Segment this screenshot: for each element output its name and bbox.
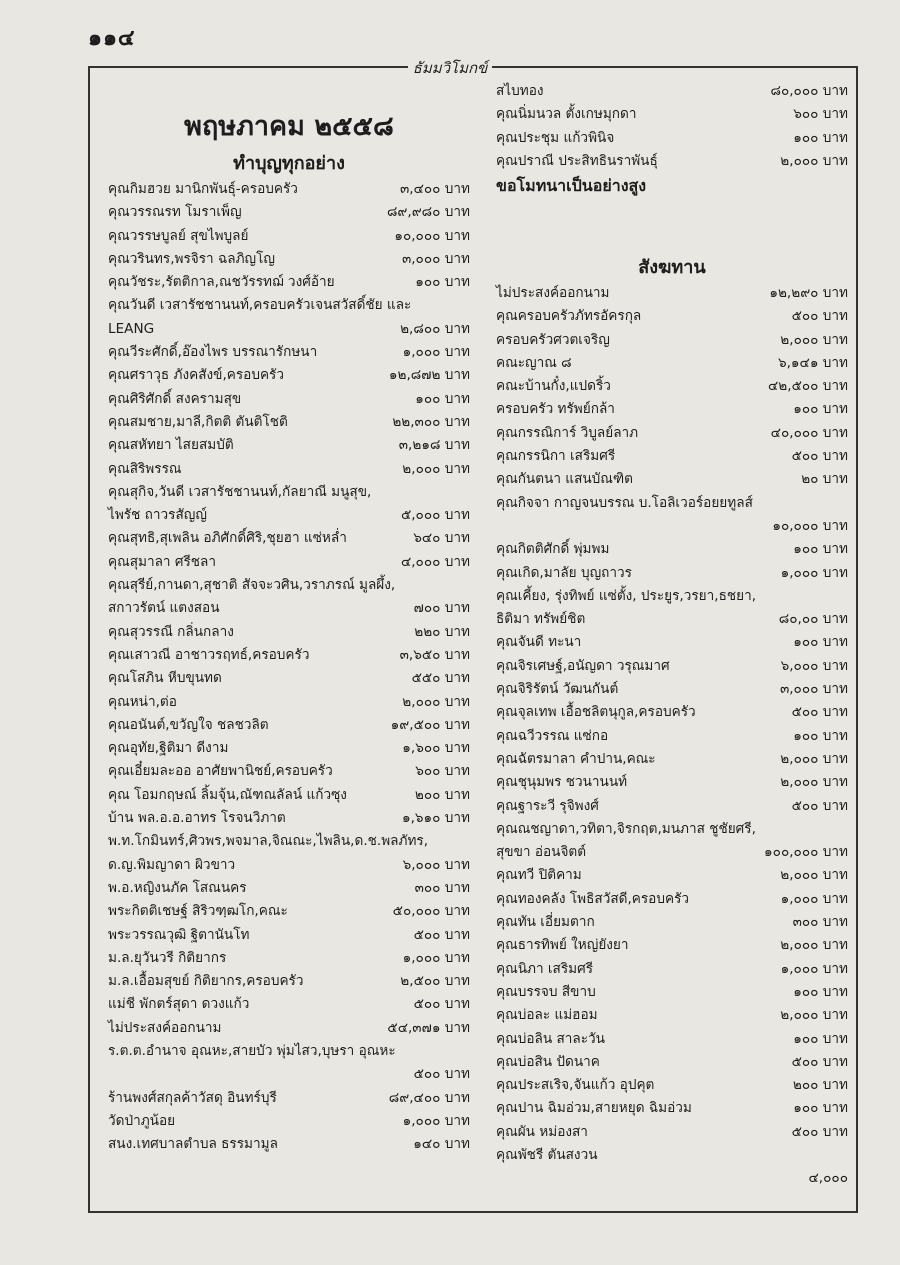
donation-row bbox=[108, 481, 470, 504]
donation-amount: ๘๙,๔๐๐ บาท bbox=[388, 1089, 470, 1106]
left-column bbox=[108, 150, 470, 1156]
donor-name: วัดป่าภูน้อย bbox=[108, 1112, 176, 1129]
donation-amount: ๒๒๐ บาท bbox=[414, 623, 470, 640]
donor-name: คุณครอบครัวภัทรอัครกุล bbox=[496, 308, 642, 325]
donor-name: คุณปราณี ประสิทธินราพันธุ์ bbox=[496, 152, 658, 169]
donation-amount: ๑๙,๕๐๐ บาท bbox=[390, 716, 470, 733]
donation-amount: ๑๐๐ บาท bbox=[793, 634, 848, 651]
donation-row bbox=[496, 795, 848, 818]
donor-name: คุณสมชาย,มาลี,กิตติ ตันติโชติ bbox=[108, 413, 288, 430]
donation-amount: ๒,๐๐๐ บาท bbox=[780, 152, 848, 169]
donation-amount: ๕๐,๐๐๐ บาท bbox=[392, 903, 470, 920]
donation-amount: ๔,๐๐๐ bbox=[808, 1170, 848, 1187]
donation-amount: ๒๐๐ บาท bbox=[792, 1077, 848, 1094]
donation-amount: ๒๒,๓๐๐ บาท bbox=[392, 413, 470, 430]
donation-amount: ๑,๖๑๐ บาท bbox=[401, 810, 470, 827]
donation-amount: ๕๕๐ บาท bbox=[411, 670, 470, 687]
donation-amount: ๘๐,๐๐๐ บาท bbox=[770, 83, 848, 99]
donation-row bbox=[108, 597, 470, 620]
donation-row bbox=[496, 398, 848, 421]
donor-name: ม.ล.เอื้อมสุขย์ กิติยากร,ครอบครัว bbox=[108, 973, 304, 990]
donation-amount: ๑๐,๐๐๐ บาท bbox=[772, 517, 848, 534]
donation-row bbox=[108, 458, 470, 481]
donation-row bbox=[108, 201, 470, 224]
donation-row bbox=[108, 737, 470, 760]
donation-amount: ๓,๖๕๐ บาท bbox=[399, 646, 470, 663]
donation-row bbox=[496, 841, 848, 864]
donor-name: คุณผัน หม่องสา bbox=[496, 1123, 588, 1140]
donation-row bbox=[108, 294, 470, 317]
donation-row bbox=[496, 1051, 848, 1074]
donor-name: คุณวรรณรท โมราเพ็ญ bbox=[108, 204, 242, 221]
donation-amount: ๓,๐๐๐ บาท bbox=[401, 250, 470, 267]
donation-amount: ๑,๐๐๐ บาท bbox=[780, 960, 848, 977]
donation-row bbox=[496, 864, 848, 887]
donation-amount: ๑๐๐ บาท bbox=[793, 401, 848, 418]
donation-row bbox=[496, 631, 848, 654]
donation-amount: ๔๐,๐๐๐ บาท bbox=[770, 424, 848, 441]
donor-name: ม.ล.ยุวันวรี กิติยากร bbox=[108, 949, 227, 966]
donation-row bbox=[108, 271, 470, 294]
donation-row bbox=[496, 538, 848, 561]
donor-name: คุณกันตนา แสนบัณฑิต bbox=[496, 471, 634, 488]
donation-amount: ๑,๐๐๐ บาท bbox=[780, 564, 848, 581]
donation-amount: ๕๔,๓๗๑ บาท bbox=[387, 1019, 470, 1036]
donor-name: คุณธารทิพย์ ใหญ่ยังยา bbox=[496, 937, 629, 954]
donation-amount: ๒,๕๐๐ บาท bbox=[400, 973, 470, 990]
thanks-note: ขอโมทนาเป็นอย่างสูง bbox=[496, 176, 647, 196]
donation-amount: ๑๐๐ บาท bbox=[793, 1100, 848, 1117]
donation-row bbox=[108, 225, 470, 248]
donation-row bbox=[496, 888, 848, 911]
donation-amount: ๕๐๐ บาท bbox=[413, 926, 470, 943]
donor-name: พ.อ.หญิงนภัค โสณนคร bbox=[108, 879, 247, 896]
donation-amount: ๑๐๐ บาท bbox=[415, 274, 470, 291]
donation-row bbox=[108, 807, 470, 830]
donation-amount: ๑๐,๐๐๐ บาท bbox=[394, 227, 470, 244]
donation-row bbox=[496, 103, 848, 126]
donation-row bbox=[108, 388, 470, 411]
donation-row bbox=[108, 924, 470, 947]
donation-amount: ๑๐๐,๐๐๐ บาท bbox=[764, 844, 848, 861]
donation-amount: ๑,๖๐๐ บาท bbox=[402, 740, 470, 757]
donation-amount: ๕๐๐ บาท bbox=[791, 704, 848, 721]
donation-row bbox=[496, 468, 848, 491]
donor-name: คุณสุมาลา ศรีชลา bbox=[108, 553, 216, 570]
donation-amount: ๓,๔๐๐ บาท bbox=[399, 181, 470, 197]
journal-title-text: ธัมมวิโมกข์ bbox=[408, 59, 493, 77]
donation-amount: ๒๐๐ บาท bbox=[414, 786, 470, 803]
donation-amount: ๕๐๐ บาท bbox=[791, 308, 848, 325]
donation-row bbox=[496, 818, 848, 841]
donation-row bbox=[496, 748, 848, 771]
donor-name: คุณประสเริจ,จันแก้ว อุปคุต bbox=[496, 1077, 655, 1094]
donor-name: คุณบ่อสิน ปัดนาค bbox=[496, 1053, 600, 1070]
donation-amount: ๑,๐๐๐ บาท bbox=[780, 890, 848, 907]
donation-row bbox=[496, 1004, 848, 1027]
donation-row bbox=[108, 1063, 470, 1086]
donation-row bbox=[496, 655, 848, 678]
donation-amount: ๓๐๐ บาท bbox=[792, 914, 848, 931]
donor-name: พ.ท.โกมินทร์,ศิวพร,พจมาล,จิณณะ,ไพลิน,ด.ช.พลภัทร, bbox=[108, 833, 429, 850]
donor-name: ครอบครัว ทรัพย์กล้า bbox=[496, 401, 615, 418]
donation-amount: ๒,๐๐๐ บาท bbox=[780, 867, 848, 884]
donation-row bbox=[496, 1074, 848, 1097]
donation-row bbox=[496, 562, 848, 585]
donor-name: ไม่ประสงค์ออกนาม bbox=[108, 1019, 222, 1036]
donation-row bbox=[108, 1017, 470, 1040]
donation-row bbox=[108, 1087, 470, 1110]
donation-row bbox=[108, 830, 470, 853]
donation-row bbox=[496, 80, 848, 103]
donor-name: คุณเสาวณี อาชาวรฤทธ์,ครอบครัว bbox=[108, 646, 310, 663]
donor-name: คุณณชญาดา,วทิตา,จิรกฤต,มนภาส ชูชัยศรี, bbox=[496, 820, 756, 837]
donor-name: คุณกิตติศักดิ์ พุ่มพม bbox=[496, 541, 610, 558]
donor-name: คุณวรรษบูลย์ สุขไพบูลย์ bbox=[108, 227, 249, 244]
donor-name: คุณสุทธิ,สุเพลิน อภิศักดิ์ศิริ,ชุยฮา แซ่หล่ำ bbox=[108, 530, 347, 547]
donation-amount: ๒,๐๐๐ บาท bbox=[402, 460, 470, 477]
donation-row bbox=[108, 621, 470, 644]
donation-row bbox=[108, 714, 470, 737]
donor-name: คุณกิจจา กาญจนบรรณ บ.โอลิเวอร์อยยทูลส์ bbox=[496, 494, 753, 511]
donor-name: คุณฉัตรมาลา คำปาน,คณะ bbox=[496, 750, 656, 767]
donor-name: คุณสุกิจ,วันดี เวสารัชชานนท์,กัลยาณี มนูสุข, bbox=[108, 483, 372, 500]
donation-amount: ๓,๐๐๐ บาท bbox=[779, 681, 848, 698]
donation-row bbox=[108, 341, 470, 364]
right-donation-list bbox=[496, 282, 848, 1191]
donation-amount: ๖,๐๐๐ บาท bbox=[780, 657, 848, 674]
donation-row bbox=[496, 1097, 848, 1120]
section-heading-merit: ทำบุญทุกอย่าง bbox=[233, 153, 345, 174]
donor-name: สกาวรัตน์ แตงสอน bbox=[108, 600, 220, 617]
donation-row bbox=[108, 644, 470, 667]
donation-row bbox=[108, 691, 470, 714]
donation-row bbox=[496, 958, 848, 981]
donation-amount: ๗๐๐ บาท bbox=[413, 600, 470, 617]
donation-row bbox=[108, 784, 470, 807]
donor-name: คุณจันดี ทะนา bbox=[496, 634, 582, 651]
donation-amount: ๖,๐๐๐ บาท bbox=[402, 856, 470, 873]
donation-row bbox=[496, 1167, 848, 1190]
donation-amount: ๖๐๐ บาท bbox=[793, 106, 848, 123]
donor-name: สุขขา อ่อนจิตต์ bbox=[496, 844, 587, 861]
donation-row bbox=[108, 527, 470, 550]
donation-amount: ๒,๐๐๐ บาท bbox=[780, 937, 848, 954]
donation-amount: ๑,๐๐๐ บาท bbox=[402, 949, 470, 966]
donor-name: คุณสิริพรรณ bbox=[108, 460, 182, 477]
donation-row bbox=[108, 551, 470, 574]
donation-row bbox=[108, 947, 470, 970]
donor-name: คุณ โอมกฤษณ์ ลิ้มจุ้น,ณัฑณลัลน์ แก้วซุง bbox=[108, 786, 347, 803]
donor-name: สนง.เทศบาลตำบล ธรรมามูล bbox=[108, 1136, 278, 1153]
donor-name: คุณบรรจบ สีขาบ bbox=[496, 983, 596, 1000]
donation-amount: ๒,๐๐๐ บาท bbox=[780, 331, 848, 348]
donation-amount: ๒,๐๐๐ บาท bbox=[780, 774, 848, 791]
right-top-donation-list bbox=[496, 80, 848, 173]
donor-name: คุณกิมฮวย มานิกพันธุ์-ครอบครัว bbox=[108, 181, 298, 197]
donation-row bbox=[496, 771, 848, 794]
right-top-column bbox=[496, 80, 848, 199]
donor-name: คุณสุรีย์,กานดา,สุชาติ สัจจะวศิน,วราภรณ์ มูลผึ้ง, bbox=[108, 577, 396, 594]
donation-amount: ๑,๐๐๐ บาท bbox=[402, 1112, 470, 1129]
donation-amount: ๖,๑๔๑ บาท bbox=[777, 354, 848, 371]
donation-row bbox=[108, 434, 470, 457]
donation-row bbox=[108, 178, 470, 201]
donation-amount: ๑๔๐ บาท bbox=[413, 1136, 470, 1153]
donor-name: ร้านพงศ์สกุลค้าวัสดุ อินทร์บุรี bbox=[108, 1089, 277, 1106]
donor-name: คุณจิรเศษฐ์,อนัญดา วรุณมาศ bbox=[496, 657, 670, 674]
donation-row bbox=[496, 445, 848, 468]
donor-name: คุณกรรณิการ์ วิบูลย์ลาภ bbox=[496, 424, 639, 441]
donation-row bbox=[496, 1121, 848, 1144]
donation-row bbox=[496, 1144, 848, 1167]
donor-name: ด.ญ.พิมญาดา ผิวขาว bbox=[108, 856, 236, 873]
donation-row bbox=[496, 150, 848, 173]
donation-row bbox=[496, 127, 848, 150]
donor-name: คณะญาณ ๘ bbox=[496, 354, 572, 371]
donor-name: คุณปาน ฉิมอ่วม,สายหยุด ฉิมอ่วม bbox=[496, 1100, 692, 1117]
donation-row bbox=[496, 305, 848, 328]
donation-row bbox=[496, 375, 848, 398]
section-heading-sangkhathan: สังฆทาน bbox=[638, 257, 706, 278]
donor-name: คุณทองคลัง โพธิสวัสดี,ครอบครัว bbox=[496, 890, 690, 907]
donation-amount: ๖๔๐ บาท bbox=[413, 530, 470, 547]
donation-amount: ๑๐๐ บาท bbox=[793, 129, 848, 146]
donor-name: คุณทัน เอี่ยมตาก bbox=[496, 914, 595, 931]
donation-amount: ๕๐๐ บาท bbox=[791, 1053, 848, 1070]
donation-row bbox=[108, 854, 470, 877]
donation-amount: ๑๐๐ บาท bbox=[793, 983, 848, 1000]
donation-amount: ๖๐๐ บาท bbox=[415, 763, 470, 780]
donation-row bbox=[496, 329, 848, 352]
donor-name: ธิติมา ทรัพย์ชิต bbox=[496, 611, 586, 628]
donation-amount: ๒,๐๐๐ บาท bbox=[402, 693, 470, 710]
donor-name: คุณนิ่มนวล ตั้งเกษมุกดา bbox=[496, 106, 637, 123]
donation-row bbox=[108, 900, 470, 923]
donor-name: คุณฉวีวรรณ แซ่กอ bbox=[496, 727, 609, 744]
donor-name: คุณชุนุมพร ชวนานนท์ bbox=[496, 774, 628, 791]
donation-row bbox=[108, 318, 470, 341]
donor-name: ไพรัช ถาวรสัญญ์ bbox=[108, 507, 207, 524]
donation-row bbox=[496, 352, 848, 375]
donation-amount: ๒,๘๐๐ บาท bbox=[400, 320, 470, 337]
donor-name: คุณหน่า,ต่อ bbox=[108, 693, 177, 710]
donor-name: คุณจิริรัตน์ วัฒนกันต์ bbox=[496, 681, 619, 698]
donation-row bbox=[496, 678, 848, 701]
donor-name: คุณเคี้ยง, รุ่งทิพย์ แซ่ตั้ง, ประยูร,วรยา,ธชยา, bbox=[496, 587, 757, 604]
donation-row bbox=[108, 667, 470, 690]
donation-amount: ๑๐๐ บาท bbox=[415, 390, 470, 407]
donor-name: พระกิตติเชษฐ์ สิริวฑฺฒโก,คณะ bbox=[108, 903, 288, 920]
donor-name: คุณนิภา เสริมศรี bbox=[496, 960, 594, 977]
donation-amount: ๒,๐๐๐ บาท bbox=[780, 1007, 848, 1024]
donor-name: คุณเอี๋ยมละออ อาศัยพานิชย์,ครอบครัว bbox=[108, 763, 333, 780]
donation-amount: ๕๐๐ บาท bbox=[791, 797, 848, 814]
donation-amount: ๓,๒๑๘ บาท bbox=[398, 437, 470, 454]
donation-row bbox=[108, 1110, 470, 1133]
donation-row bbox=[108, 411, 470, 434]
left-donation-list bbox=[108, 178, 470, 1156]
donor-name: คุณบ่อละ แม่ฮอม bbox=[496, 1007, 598, 1024]
donation-amount: ๑๒,๒๙๐ บาท bbox=[769, 285, 848, 301]
donor-name: คุณสหัทยา ไสยสมบัติ bbox=[108, 437, 234, 454]
donor-name: คุณฐาระวี รุจิพงศ์ bbox=[496, 797, 599, 814]
donation-amount: ๕๐๐ บาท bbox=[791, 1123, 848, 1140]
donor-name: คุณกรรนิกา เสริมศรี bbox=[496, 448, 616, 465]
donation-row bbox=[108, 1040, 470, 1063]
donor-name: คุณอนันต์,ขวัญใจ ชลชวลิต bbox=[108, 716, 269, 733]
donation-row bbox=[108, 877, 470, 900]
donor-name: คุณจุลเทพ เอื้อชลิตนุกูล,ครอบครัว bbox=[496, 704, 696, 721]
donor-name: คุณวรินทร,พรจิรา ฉลภิญโญ bbox=[108, 250, 276, 267]
donation-row bbox=[496, 585, 848, 608]
donation-amount: ๑๐๐ บาท bbox=[793, 727, 848, 744]
donor-name: คุณศราวุธ ภังคสังข์,ครอบครัว bbox=[108, 367, 284, 384]
page-number: ๑๑๔ bbox=[88, 26, 136, 51]
donation-amount: ๕๐๐ บาท bbox=[413, 996, 470, 1013]
donation-amount: ๘๙,๙๘๐ บาท bbox=[386, 204, 470, 221]
donor-name: คุณประชุม แก้วพินิจ bbox=[496, 129, 615, 146]
donation-row bbox=[496, 492, 848, 515]
donor-name: คุณสุวรรณี กลิ่นกลาง bbox=[108, 623, 234, 640]
donor-name: คุณศิริศักดิ์ สงครามสุข bbox=[108, 390, 242, 407]
donor-name: คุณวันดี เวสารัชชานนท์,ครอบครัวเจนสวัสดิ์ชัย และ bbox=[108, 297, 412, 314]
donor-name: ร.ต.ต.อำนาจ อุณหะ,สายบัว พุ่มไสว,บุษรา อุณหะ bbox=[108, 1042, 396, 1059]
donation-amount: ๕๐๐ บาท bbox=[791, 448, 848, 465]
donation-amount: ๔,๐๐๐ บาท bbox=[400, 553, 470, 570]
donation-row bbox=[108, 504, 470, 527]
donor-name: คุณเกิด,มาลัย บุญถาวร bbox=[496, 564, 632, 581]
donation-row bbox=[496, 282, 848, 305]
donor-name: คณะบ้านกั๋ง,แปดริ้ว bbox=[496, 378, 611, 395]
donor-name: คุณอุทัย,ฐิติมา ดีงาม bbox=[108, 740, 229, 757]
donation-amount: ๕๐๐ บาท bbox=[413, 1066, 470, 1083]
donation-row bbox=[108, 364, 470, 387]
donor-name: พระวรรณวุฒิ ฐิตานันโท bbox=[108, 926, 250, 943]
donor-name: แม่ชี พักตร์สุดา ดวงแก้ว bbox=[108, 996, 250, 1013]
donation-row bbox=[496, 608, 848, 631]
donation-row bbox=[496, 1028, 848, 1051]
donation-amount: ๑๐๐ บาท bbox=[793, 541, 848, 558]
donor-name: ครอบครัวศวตเจริญ bbox=[496, 331, 610, 348]
donation-amount: ๔๒,๕๐๐ บาท bbox=[768, 378, 848, 395]
donor-name: สไบทอง bbox=[496, 83, 544, 99]
donor-name: คุณวัชระ,รัตติกาล,ณชวัรรทฌ์ วงศ์อ้าย bbox=[108, 274, 335, 291]
donation-row bbox=[108, 970, 470, 993]
donation-row bbox=[496, 911, 848, 934]
donation-amount: ๑,๐๐๐ บาท bbox=[402, 344, 470, 361]
donation-row bbox=[496, 981, 848, 1004]
donation-row bbox=[108, 1133, 470, 1156]
donor-name: คุณทวี ปิติคาม bbox=[496, 867, 582, 884]
right-column bbox=[496, 254, 848, 1191]
donor-name: คุณพัชรี ตันสงวน bbox=[496, 1146, 598, 1163]
donation-row bbox=[496, 725, 848, 748]
page-title: พฤษภาคม ๒๕๕๘ bbox=[184, 111, 394, 142]
donation-row bbox=[108, 574, 470, 597]
donation-amount: ๘๐,๐๐ บาท bbox=[778, 611, 848, 628]
donation-amount: ๒,๐๐๐ บาท bbox=[780, 750, 848, 767]
donor-name: บ้าน พล.อ.อ.อาทร โรจนวิภาต bbox=[108, 810, 286, 827]
donation-row bbox=[496, 515, 848, 538]
donation-row bbox=[108, 993, 470, 1016]
donor-name: ไม่ประสงค์ออกนาม bbox=[496, 285, 610, 301]
donation-amount: ๒๐ บาท bbox=[801, 471, 848, 488]
donor-name: คุณวีระศักดิ์,อ๊องไพร บรรณารักษนา bbox=[108, 344, 318, 361]
donation-row bbox=[496, 701, 848, 724]
donor-name: คุณโสภิน หีบขุนทด bbox=[108, 670, 222, 687]
donation-amount: ๓๐๐ บาท bbox=[414, 879, 470, 896]
donation-amount: ๑๒,๘๗๒ บาท bbox=[388, 367, 470, 384]
journal-title bbox=[0, 56, 900, 80]
donor-name: LEANG bbox=[108, 320, 155, 337]
donation-amount: ๕,๐๐๐ บาท bbox=[400, 507, 470, 524]
donation-row bbox=[108, 760, 470, 783]
donation-row bbox=[108, 248, 470, 271]
donation-amount: ๑๐๐ บาท bbox=[793, 1030, 848, 1047]
donor-name: คุณบ่อลิน สาละวัน bbox=[496, 1030, 605, 1047]
donation-row bbox=[496, 422, 848, 445]
donation-row bbox=[496, 934, 848, 957]
